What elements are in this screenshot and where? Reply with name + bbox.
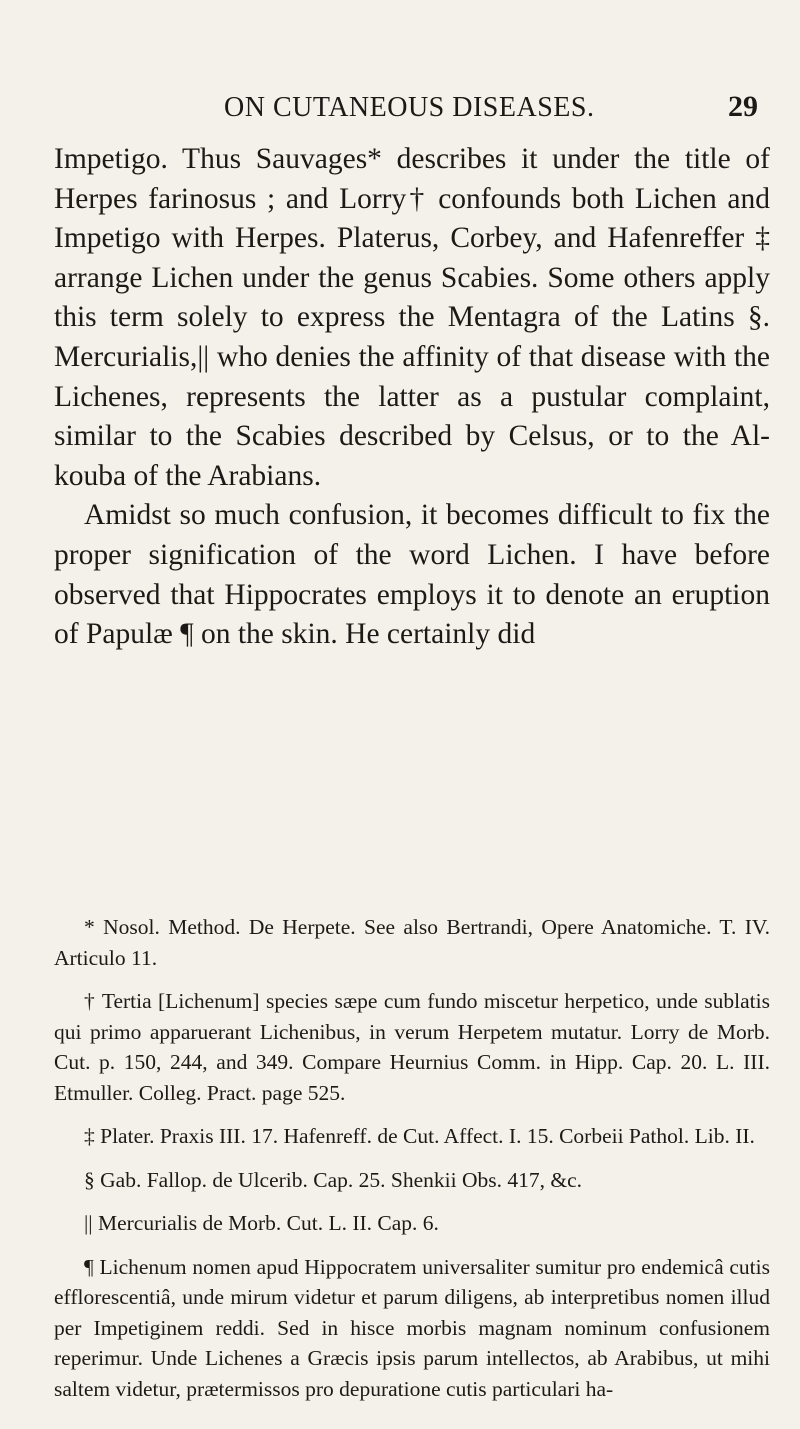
main-text <box>54 140 770 655</box>
running-title: ON CUTANEOUS DISEASES. <box>224 92 595 123</box>
footnote: ‡ Plater. Praxis III. 17. Hafenreff. de Cut. Affect. I. 15. Corbeii Pathol. Lib. II. <box>84 1124 755 1148</box>
body-paragraph: Impetigo. Thus Sauvages* describes it under the title of Herpes farinosus ; and Lorry† confounds both Lichen and Impetigo with Herpes. Platerus, Corbey, and Hafenreffer ‡ arrange Lichen under the genus Scabies. Some others apply this term solely to express the Mentagra of the Latins §. Mercurialis,|| who denies the affinity of that disease with the Lichenes, represents the latter as a pustular complaint, similar to the Scabies described by Celsus, or to the Al-kouba of the Arabians. <box>54 143 770 492</box>
footnote: || Mercurialis de Morb. Cut. L. II. Cap. 6. <box>84 1211 439 1235</box>
footnotes <box>54 912 770 1404</box>
footnote: § Gab. Fallop. de Ulcerib. Cap. 25. Shenkii Obs. 417, &c. <box>84 1167 583 1192</box>
body-paragraph: Amidst so much confusion, it becomes difficult to fix the proper signification of the word Lichen. I have before observed that Hippocrates employs it to denote an eruption of Papulæ ¶ on the skin. He certainly did <box>54 499 770 651</box>
page-number: 29 <box>728 90 758 123</box>
footnote: † Tertia [Lichenum] species sæpe cum fundo miscetur herpetico, unde sublatis qui primo apparuerant Lichenibus, in verum Herpetem mutatur. Lorry de Morb. Cut. p. 150, 244, and 349. Compare Heurnius Comm. in Hipp. Cap. 20. L. III. Etmuller. Colleg. Pract. page 525. <box>54 989 770 1105</box>
footnote: * Nosol. Method. De Herpete. See also Bertrandi, Opere Anatomiche. T. IV. Articulo 11. <box>54 915 770 970</box>
page-header <box>0 92 800 132</box>
footnote: ¶ Lichenum nomen apud Hippocratem universaliter sumitur pro endemicâ cutis efflorescentiâ, unde mirum videtur et parum diligens, ab interpretibus nomen illud per Impetiginem reddi. Sed in hisce morbis magnam nominum confusionem reperimur. Unde Lichenes a Græcis ipsis parum intellectos, ab Arabibus, ut mihi saltem videtur, prætermissos pro depuratione cutis particulari ha- <box>54 1254 770 1401</box>
